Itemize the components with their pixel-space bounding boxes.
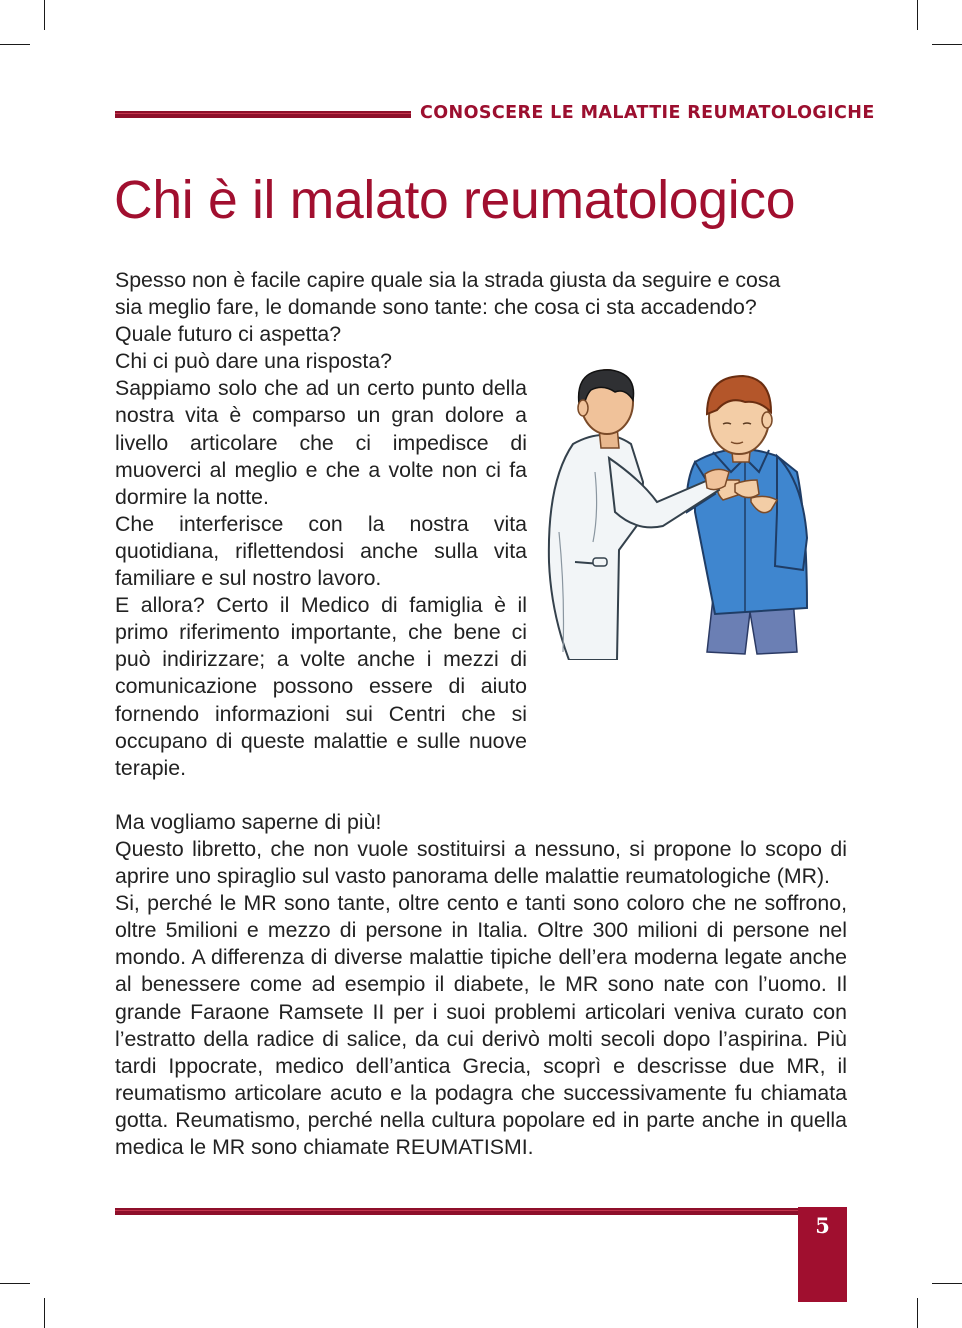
crop-mark [932,1283,962,1284]
patient-figure [687,376,807,654]
text-line: Chi ci può dare una risposta? [115,349,393,374]
paragraph: Sappiamo solo che ad un certo punto della nostra vita è comparso un gran dolore a livello articolare che ci impedisce di muoverci al meglio e che a volte non ci fa dormire la notte. [115,376,527,509]
paragraph: Che interferisce con la nostra vita quotidiana, riflettendosi anche sulla vita familiare e sul nostro lavoro. [115,511,527,591]
text-line: sia meglio fare, le domande sono tante: che cosa ci sta accadendo? [115,295,757,320]
paragraph: Questo libretto, che non vuole sostituirsi a nessuno, si propone lo scopo di aprire uno spiraglio sul vasto panorama delle malattie reumatologiche (MR). [115,836,847,889]
text-line: Quale futuro ci aspetta? [115,322,342,347]
paragraph: Si, perché le MR sono tante, oltre cento e tanti sono coloro che ne soffrono, oltre 5milioni e mezzo di persone in Italia. Oltre 300 milioni di persone nel mondo. A differenza di diverse malattie tipiche dell’era moderna legate anche al benessere come ad esempio il diabete, le MR sono nate con l’uomo. Il grande Faraone Ramsete II per i suoi problemi articolari veniva curato con l’estratto della radice di salice, da cui derivò molti secoli dopo l’aspirina. Più tardi Ippocrate, medico dell’antica Grecia, scoprì e descrisse due MR, il reumatismo articolare acuto e la podagra che successivamente fu chiamata gotta. Reumatismo, perché nella cultura popolare ed in parte anche in quella medica le MR sono chiamate REUMATISMI. [115,891,847,1159]
paragraph: Ma vogliamo saperne di più! [115,809,382,834]
page-title: Chi è il malato reumatologico [114,171,796,230]
text-line: Spesso non è facile capire quale sia la strada giusta da seguire e cosa [115,268,781,292]
doctor-patient-illustration [545,362,825,660]
crop-mark [0,44,30,45]
header-rule [115,111,411,118]
crop-mark [917,1298,918,1328]
crop-mark [0,1283,30,1284]
crop-mark [44,0,45,30]
section-label: CONOSCERE LE MALATTIE REUMATOLOGICHE [420,103,875,123]
crop-mark [44,1298,45,1328]
page-number-tab [798,1207,847,1302]
crop-mark [932,44,962,45]
paragraph: E allora? Certo il Medico di famiglia è il primo riferimento importante, che bene ci può indirizzare; a volte anche i mezzi di comunicazione possono essere di aiuto fornendo informazioni sui Centri che si occupano di queste malattie e sulle nuove terapie. [115,593,527,780]
footer-rule [115,1208,798,1215]
page-number: 5 [815,1213,830,1238]
crop-mark [917,0,918,30]
